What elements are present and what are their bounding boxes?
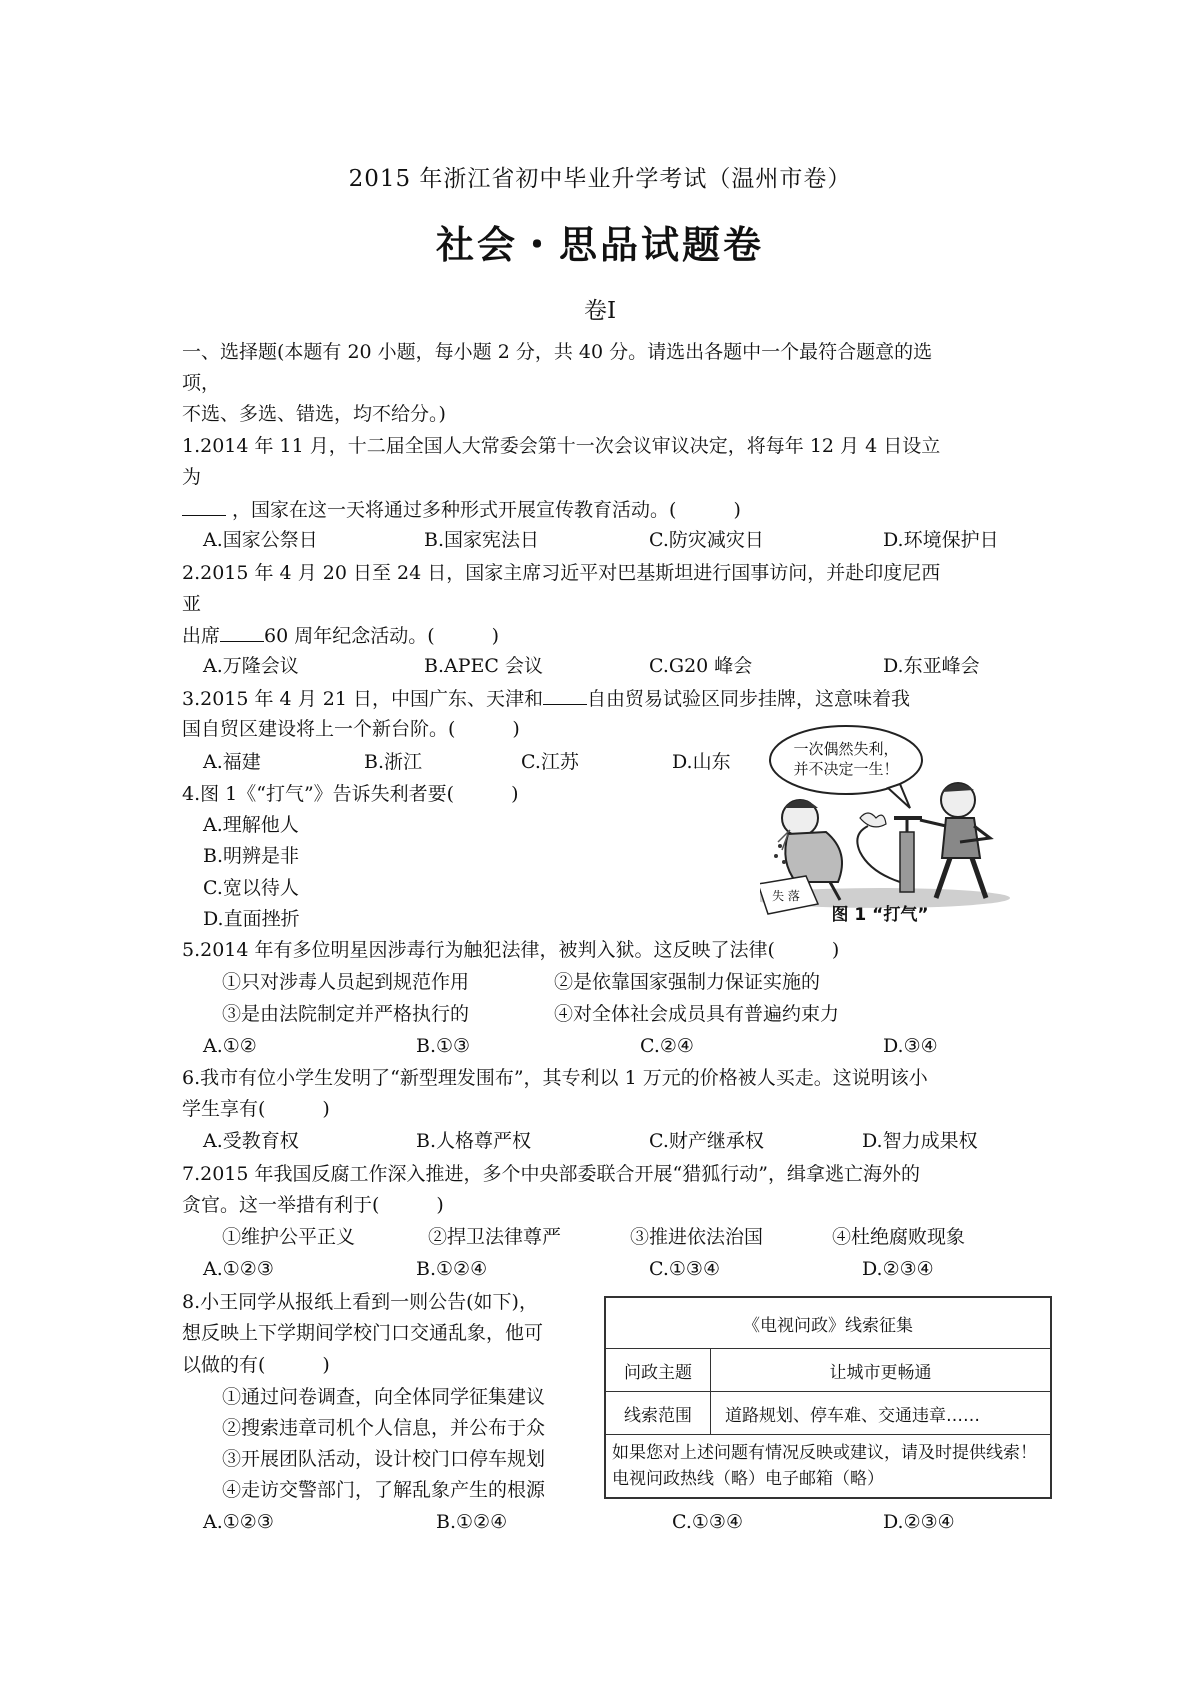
q3-option-c: C.江苏 [521,751,579,773]
q6-stem-line1: 6.我市有位小学生发明了“新型理发围布”，其专利以 1 万元的价格被人买走。这说明该小 [182,1067,928,1089]
q2-answer-blank [220,623,264,642]
q5-item-4: ④对全体社会成员具有普遍约束力 [554,1003,840,1025]
q1-option-b: B.国家宪法日 [424,529,540,551]
q5-item-1: ①只对涉毒人员起到规范作用 [222,971,470,993]
q3-option-d: D.山东 [672,751,731,773]
bubble-text-line1: 一次偶然失利， [793,740,899,758]
q3-stem-line1 [182,686,910,711]
figure-1-cartoon [760,722,1036,922]
q3-option-a: A.福建 [203,751,261,773]
q8-item-4: ④走访交警部门，了解乱象产生的根源 [222,1479,546,1501]
q3-stem-line2: 国自贸区建设将上一个新台阶。( ) [182,718,520,740]
q8-option-b: B.①②④ [436,1511,508,1533]
q7-item-2: ②捍卫法律尊严 [428,1226,562,1248]
q1-option-a: A.国家公祭日 [203,529,318,551]
q6-option-c: C.财产继承权 [649,1130,764,1152]
q4-option-b: B.明辨是非 [203,845,300,867]
q2-option-a: A.万隆会议 [203,655,299,677]
q3-stem-line1-text: 自由贸易试验区同步挂牌，这意味着我 [586,688,910,710]
section-instruction-line2: 项， [182,372,221,394]
q1-option-d: D.环境保护日 [883,529,999,551]
q8-option-a: A.①②③ [203,1511,274,1533]
q4-option-a: A.理解他人 [203,814,299,836]
q8-item-3: ③开展团队活动，设计校门口停车规划 [222,1448,546,1470]
notice-scope-value: 道路规划、停车难、交通违章…… [711,1392,1052,1435]
q1-stem-line2: 为 [182,466,202,488]
q7-option-a: A.①②③ [203,1258,274,1280]
q8-stem-line3: 以做的有( ) [182,1354,330,1376]
q8-option-c: C.①③④ [672,1511,743,1533]
q4-stem: 4.图 1《“打气”》告诉失利者要( ) [182,783,519,805]
q5-stem: 5.2014 年有多位明星因涉毒行为触犯法律，被判入狱。这反映了法律( ) [182,939,840,961]
q7-item-4: ④杜绝腐败现象 [832,1226,966,1248]
q5-item-2: ②是依靠国家强制力保证实施的 [554,971,821,993]
paper-title: 社会・思品试题卷 [435,223,764,267]
q5-option-c: C.②④ [640,1035,694,1057]
volume-title: 卷Ⅰ [583,298,617,324]
notice-note: 如果您对上述问题有情况反映或建议，请及时提供线索！电视问政热线（略）电子邮箱（略） [605,1435,1051,1499]
q7-stem-line1: 7.2015 年我国反腐工作深入推进，多个中央部委联合开展“猎狐行动”，缉拿逃亡海外的 [182,1163,920,1185]
q1-option-c: C.防灾减灾日 [649,529,764,551]
q8-stem-line1: 8.小王同学从报纸上看到一则公告(如下)， [182,1291,538,1313]
q7-option-c: C.①③④ [649,1258,720,1280]
exam-title: 2015 年浙江省初中毕业升学考试（温州市卷） [348,166,852,192]
q7-stem-line2: 贪官。这一举措有利于( ) [182,1194,444,1216]
notice-topic-value: 让城市更畅通 [711,1349,1052,1392]
q5-option-a: A.①② [203,1035,257,1057]
q1-stem-line1: 1.2014 年 11 月，十二届全国人大常委会第十一次会议审议决定，将每年 12 月 4 日设立 [182,435,941,457]
q2-option-d: D.东亚峰会 [883,655,980,677]
q7-item-1: ①维护公平正义 [222,1226,356,1248]
q4-option-d: D.直面挫折 [203,908,300,930]
section-instruction-line1: 一、选择题(本题有 20 小题，每小题 2 分，共 40 分。请选出各题中一个最符合题意的选 [182,341,933,363]
q6-option-b: B.人格尊严权 [416,1130,532,1152]
q7-option-d: D.②③④ [862,1258,934,1280]
q3-answer-blank [543,686,587,705]
q8-stem-line2: 想反映上下学期间学校门口交通乱象，他可 [182,1322,544,1344]
standing-person-figure [920,783,990,898]
q6-stem-line2: 学生享有( ) [182,1098,330,1120]
q7-item-3: ③推进依法治国 [630,1226,764,1248]
q6-option-a: A.受教育权 [203,1130,299,1152]
q2-stem-line2: 亚 [182,593,202,615]
q8-item-2: ②搜索违章司机个人信息，并公布于众 [222,1417,546,1439]
q3-stem-line1-pre: 3.2015 年 4 月 21 日，中国广东、天津和 [182,688,543,710]
q2-stem-line1: 2.2015 年 4 月 20 日至 24 日，国家主席习近平对巴基斯坦进行国事访问，并赴印度尼西 [182,562,941,584]
q1-stem-line3-text: ，国家在这一天将通过多种形式开展宣传教育活动。( ) [232,499,741,521]
q2-stem-line3 [182,623,499,648]
paper-text: 失 落 [772,889,800,903]
q2-option-b: B.APEC 会议 [424,655,543,677]
bubble-text-line2: 并不决定一生！ [793,760,899,778]
q8-item-1: ①通过问卷调查，向全体同学征集建议 [222,1386,546,1408]
q5-option-d: D.③④ [883,1035,938,1057]
q7-option-b: B.①②④ [416,1258,488,1280]
pump-icon [857,813,922,892]
q2-stem-line3-text: 60 周年纪念活动。( ) [264,625,500,647]
q8-option-d: D.②③④ [883,1511,955,1533]
notice-table [604,1296,1052,1499]
section-instruction-line3: 不选、多选、错选，均不给分。) [182,403,446,425]
q3-option-b: B.浙江 [364,751,423,773]
q1-stem-line3 [182,497,741,522]
q2-stem-line3-pre: 出席 [182,625,221,647]
q6-option-d: D.智力成果权 [862,1130,978,1152]
notice-scope-label: 线索范围 [605,1392,711,1435]
notice-title: 《电视问政》线索征集 [605,1297,1051,1349]
notice-topic-label: 问政主题 [605,1349,711,1392]
q2-option-c: C.G20 峰会 [649,655,753,677]
q4-option-c: C.宽以待人 [203,877,299,899]
figure-1-caption: 图 1 “打气” [831,905,929,922]
q5-item-3: ③是由法院制定并严格执行的 [222,1003,470,1025]
q5-option-b: B.①③ [416,1035,471,1057]
q1-answer-blank [182,497,226,516]
